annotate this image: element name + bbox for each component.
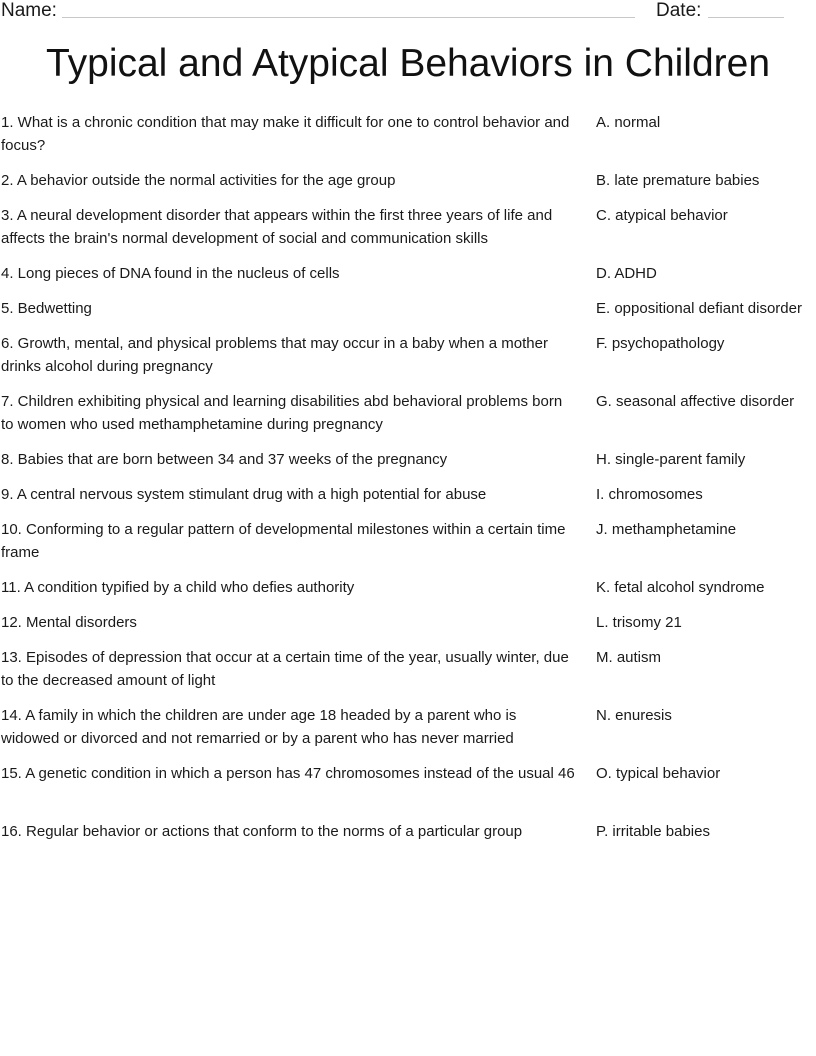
answer-option: C. atypical behavior: [596, 207, 728, 224]
answer-option: K. fetal alcohol syndrome: [596, 579, 765, 596]
question-item: 2. A behavior outside the normal activities for the age group: [1, 172, 396, 189]
question-item: 10. Conforming to a regular pattern of developmental milestones within a certain time frame: [1, 521, 566, 561]
matching-row: [0, 297, 816, 332]
matching-row: [0, 611, 816, 646]
answer-option: P. irritable babies: [596, 823, 710, 840]
date-field-line[interactable]: [708, 17, 784, 18]
matching-row: [0, 704, 816, 762]
matching-row: [0, 111, 816, 169]
answer-option: E. oppositional defiant disorder: [596, 300, 802, 317]
name-field-line[interactable]: [62, 17, 635, 18]
answer-option: J. methamphetamine: [596, 521, 737, 538]
question-item: 1. What is a chronic condition that may make it difficult for one to control behavior and focus?: [1, 114, 570, 154]
answer-option: B. late premature babies: [596, 172, 760, 189]
question-item: 4. Long pieces of DNA found in the nucleus of cells: [1, 265, 340, 282]
matching-row: [0, 646, 816, 704]
page-title: Typical and Atypical Behaviors in Children: [45, 42, 771, 85]
question-item: 14. A family in which the children are under age 18 headed by a parent who is widowed or divorced and not remarried or by a parent who has never married: [1, 707, 517, 747]
answer-option: G. seasonal affective disorder: [596, 393, 795, 410]
answer-option: F. psychopathology: [596, 335, 725, 352]
answer-option: L. trisomy 21: [596, 614, 682, 631]
question-item: 11. A condition typified by a child who defies authority: [1, 579, 355, 596]
question-item: 8. Babies that are born between 34 and 37 weeks of the pregnancy: [1, 451, 448, 468]
matching-row: [0, 576, 816, 611]
question-item: 9. A central nervous system stimulant drug with a high potential for abuse: [1, 486, 487, 503]
header: [0, 0, 816, 24]
question-item: 16. Regular behavior or actions that conform to the norms of a particular group: [1, 823, 523, 840]
matching-row: [0, 518, 816, 576]
matching-row: [0, 332, 816, 390]
answer-option: O. typical behavior: [596, 765, 721, 782]
matching-row: [0, 390, 816, 448]
question-item: 13. Episodes of depression that occur at a certain time of the year, usually winter, due to the decreased amount of light: [1, 649, 569, 689]
answer-option: I. chromosomes: [596, 486, 703, 503]
matching-list: [0, 111, 816, 855]
question-item: 7. Children exhibiting physical and learning disabilities abd behavioral problems born to women who used methamphetamine during pregnancy: [1, 393, 563, 433]
date-label: Date:: [656, 0, 702, 21]
matching-row: [0, 169, 816, 204]
answer-option: D. ADHD: [596, 265, 657, 282]
matching-row: [0, 204, 816, 262]
answer-option: M. autism: [596, 649, 662, 666]
matching-row: [0, 262, 816, 297]
matching-row: [0, 820, 816, 855]
matching-row: [0, 448, 816, 483]
answer-option: H. single-parent family: [596, 451, 746, 468]
matching-row: [0, 483, 816, 518]
answer-option: N. enuresis: [596, 707, 672, 724]
matching-row: [0, 762, 816, 820]
question-item: 6. Growth, mental, and physical problems that may occur in a baby when a mother drinks alcohol during pregnancy: [1, 335, 548, 375]
question-item: 15. A genetic condition in which a person has 47 chromosomes instead of the usual 46: [1, 765, 575, 782]
answer-option: A. normal: [596, 114, 661, 131]
name-label: Name:: [1, 0, 57, 21]
question-item: 12. Mental disorders: [1, 614, 137, 631]
question-item: 5. Bedwetting: [1, 300, 92, 317]
question-item: 3. A neural development disorder that appears within the first three years of life and affects the brain's normal development of social and communication skills: [1, 207, 553, 247]
